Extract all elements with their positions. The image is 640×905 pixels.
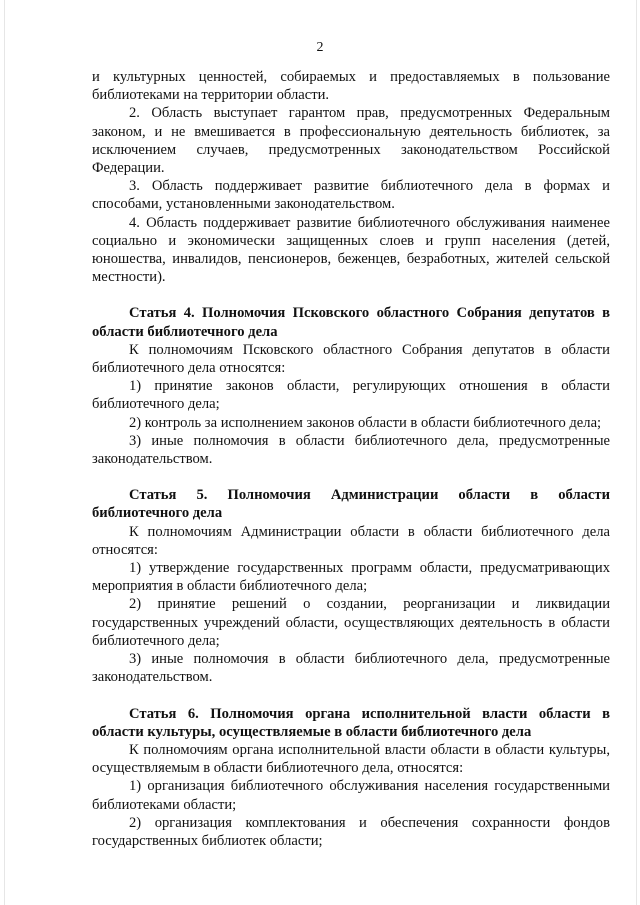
paragraph: К полномочиям Псковского областного Собрания депутатов в области библиотечного дела относятся: [92,341,610,377]
scan-edge-left [4,0,5,905]
paragraph: 3) иные полномочия в области библиотечного дела, предусмотренные законодательством. [92,432,610,468]
scan-edge-right [636,0,637,905]
paragraph: 3) иные полномочия в области библиотечного дела, предусмотренные законодательством. [92,651,610,686]
paragraph: 2) контроль за исполнением законов области в области библиотечного дела; [129,414,602,431]
paragraph: 1) принятие законов области, регулирующих отношения в области библиотечного дела; [92,378,610,413]
paragraph: 2) принятие решений о создании, реорганизации и ликвидации государственных учреждений области, осуществляющих деятельность в области библиотечного дела; [92,596,610,649]
paragraph: К полномочиям органа исполнительной власти области в области культуры, осуществляемым в области библиотечного дела, относятся: [92,741,610,777]
article-heading: Статья 6. Полномочия органа исполнительной власти области в области культуры, осуществляемые в области библиотечного дела [92,705,610,740]
paragraph: 2. Область выступает гарантом прав, предусмотренных Федеральным законом, и не вмешивается в профессиональную деятельность библиотек, за исключением случаев, предусмотренных законодательством Российской Федерации. [92,105,610,177]
article-heading: Статья 4. Полномочия Псковского областного Собрания депутатов в области библиотечного дела [92,305,610,340]
paragraph: 3. Область поддерживает развитие библиотечного дела в формах и способами, установленными законодательством. [92,178,610,213]
paragraph: К полномочиям Администрации области в области библиотечного дела относятся: [92,523,610,558]
article-heading: Статья 5. Полномочия Администрации области в области библиотечного дела [92,487,610,522]
paragraph: 1) утверждение государственных программ области, предусматривающих мероприятия в области библиотечного дела; [92,560,610,595]
document-body [92,68,610,850]
paragraph: 4. Область поддерживает развитие библиотечного обслуживания наименее социально и экономически защищенных слоев и групп населения (детей, юношества, инвалидов, пенсионеров, беженцев, безработных, жителей сельской местности). [92,214,610,286]
paragraph: 2) организация комплектования и обеспечения сохранности фондов государственных библиотек области; [92,814,610,849]
paragraph: 1) организация библиотечного обслуживания населения государственными библиотеками области; [92,778,610,813]
paragraph: и культурных ценностей, собираемых и предоставляемых в пользование библиотеками на территории области. [92,69,610,104]
page-number: 2 [316,40,324,55]
